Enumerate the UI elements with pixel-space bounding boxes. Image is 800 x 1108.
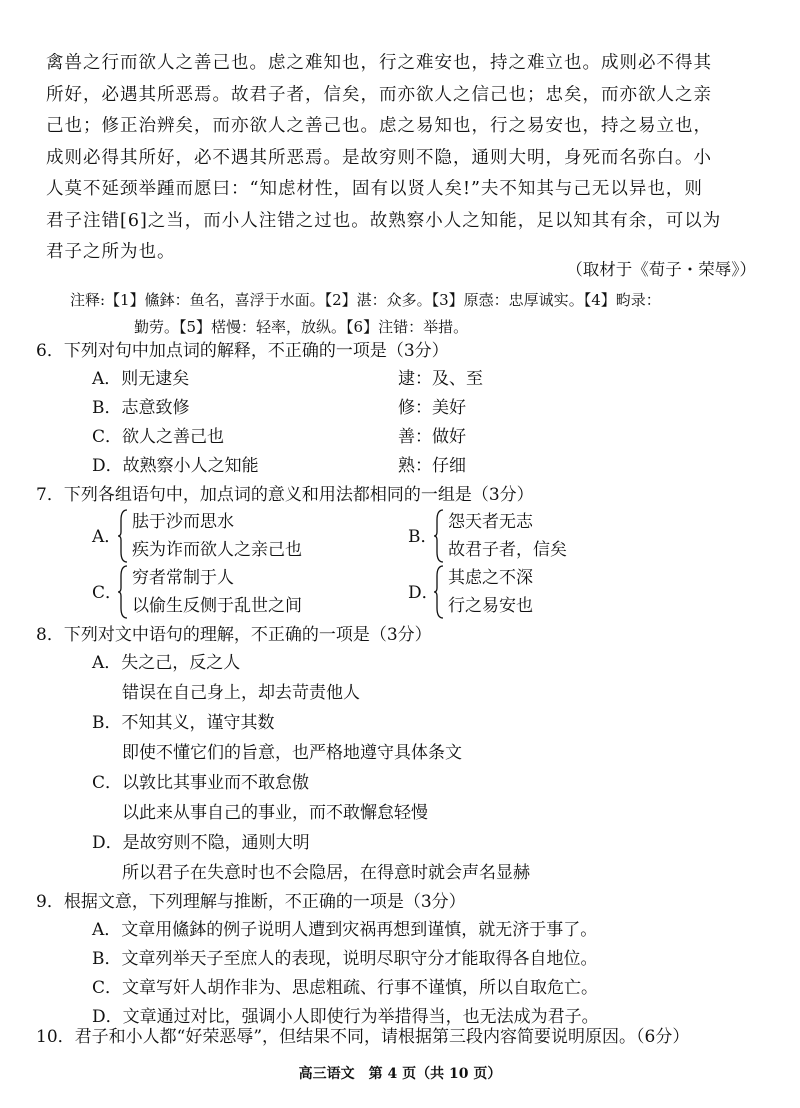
passage-source: （取材于《荀子・荣辱》） (566, 260, 756, 279)
option-d: D．故熟察小人之知能 (92, 456, 259, 476)
question-7 (36, 480, 534, 510)
option-c: C．文章写奸人胡作非为、思虑粗疏、行事不谨慎，所以自取危亡。 (92, 978, 599, 998)
brace-icon (118, 564, 128, 620)
question-stem: 10．君子和小人都“好荣恶辱”，但结果不同，请根据第三段内容简要说明原因。（6分） (36, 1027, 690, 1047)
option-a: A．文章用鯈鉢的例子说明人遭到灾祸再想到谨慎，就无济于事了。 (92, 920, 598, 940)
question-9 (36, 887, 466, 917)
annotation-line: 勤劳。【5】楛慢：轻率，放纵。【6】注错：举措。 (134, 318, 469, 336)
option-d-explain: 所以君子在失意时也不会隐居，在得意时就会声名显赫 (122, 863, 530, 883)
passage-line: 君子注错[6]之当，而小人注错之过也。故熟察小人之知能，足以知其有余，可以为 (46, 210, 722, 231)
option-b: B．不知其义，谨守其数 (92, 713, 275, 733)
passage-line: 成则必得其所好，必不遇其所恶焉。是故穷则不隐，通则大明，身死而名弥白。小 (46, 147, 712, 168)
question-6 (36, 336, 449, 366)
option-label: A． (92, 527, 122, 547)
passage-line: 所好，必遇其所恶焉。故君子者，信矣，而亦欲人之信己也；忠矣，而亦欲人之亲 (46, 84, 712, 105)
brace-icon (434, 508, 444, 564)
option-line: 行之易安也 (448, 596, 533, 616)
question-stem: 7．下列各组语句中，加点词的意义和用法都相同的一组是（3分） (36, 485, 534, 505)
question-stem: 9．根据文意，下列理解与推断，不正确的一项是（3分） (36, 892, 466, 912)
option-label: D． (408, 583, 439, 603)
option-line: 怨天者无志 (448, 512, 533, 532)
option-c-explain: 以此来从事自己的事业，而不敢懈怠轻慢 (122, 803, 428, 823)
option-c: C．欲人之善己也 (92, 427, 225, 447)
option-line: 穷者常制于人 (132, 568, 234, 588)
option-line: 其虑之不深 (448, 568, 533, 588)
option-b: B．文章列举天子至庶人的表现，说明尽职守分才能取得各自地位。 (92, 949, 598, 969)
option-d: D．是故穷则不隐，通则大明 (92, 833, 310, 853)
passage (46, 48, 758, 269)
option-b-gloss: 修：美好 (398, 398, 466, 418)
question-10 (36, 1022, 689, 1052)
option-a: A．则无逮矣 (92, 369, 190, 389)
option-a: A．失之己，反之人 (92, 653, 241, 673)
option-c: C．以敦比其事业而不敢怠傲 (92, 773, 310, 793)
option-a-explain: 错误在自己身上，却去苛责他人 (122, 683, 360, 703)
option-line: 故君子者，信矣 (448, 540, 567, 560)
option-b: B．志意致修 (92, 398, 190, 418)
passage-line: 君子之所为也。 (46, 242, 176, 262)
passage-line: 禽兽之行而欲人之善己也。虑之难知也，行之难安也，持之难立也。成则必不得其 (46, 53, 712, 73)
option-a-gloss: 逮：及、至 (398, 369, 483, 389)
question-8 (36, 620, 432, 650)
brace-icon (118, 508, 128, 564)
option-d: D．文章通过对比，强调小人即使行为举措得当，也无法成为君子。 (92, 1007, 599, 1027)
question-stem: 8．下列对文中语句的理解，不正确的一项是（3分） (36, 625, 432, 645)
option-line: 疾为诈而欲人之亲己也 (132, 540, 302, 560)
question-stem: 6．下列对句中加点词的解释，不正确的一项是（3分） (36, 341, 449, 361)
option-label: B． (408, 527, 438, 547)
option-c-gloss: 善：做好 (398, 427, 466, 447)
passage-line: 人莫不延颈举踵而愿曰：“知虑材性，固有以贤人矣!”夫不知其与己无以异也，则 (46, 179, 703, 199)
option-b-explain: 即使不懂它们的旨意，也严格地遵守具体条文 (122, 743, 462, 763)
page-footer: 高三语文 第 4 页（共 10 页） (298, 1066, 502, 1082)
brace-icon (434, 564, 444, 620)
annotations (70, 287, 760, 341)
passage-line: 己也；修正治辨矣，而亦欲人之善己也。虑之易知也，行之易安也，持之易立也， (46, 116, 712, 136)
annotation-line: 注释:【1】鯈鉢：鱼名，喜浮于水面。【2】湛：众多。【3】原悫：忠厚诚实。【4】畇录： (70, 291, 661, 309)
option-line: 胠于沙而思水 (132, 512, 234, 532)
option-d-gloss: 熟：仔细 (398, 456, 466, 476)
option-line: 以偷生反侧于乱世之间 (132, 596, 302, 616)
option-label: C． (92, 583, 123, 603)
